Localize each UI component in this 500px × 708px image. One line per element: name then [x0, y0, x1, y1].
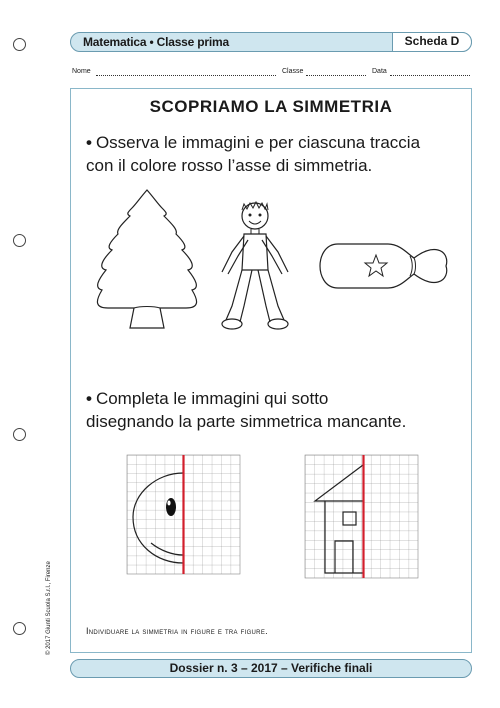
- tree-drawing: [92, 188, 202, 338]
- bullet-1: •: [86, 133, 92, 152]
- exercise-2-line-2: disegnando la parte simmetrica mancante.: [86, 412, 407, 431]
- student-fields: [72, 68, 470, 80]
- binder-hole-3: [13, 428, 26, 441]
- bullet-2: •: [86, 389, 92, 408]
- subject-label: Matematica • Classe prima: [83, 35, 229, 49]
- house-half-drawing: [305, 455, 418, 578]
- exercise-1-text: [86, 131, 420, 177]
- header-bar: [70, 32, 472, 52]
- bowling-pin-drawing: [318, 240, 448, 292]
- footer-bar: Dossier n. 3 – 2017 – Verifiche finali: [70, 659, 472, 678]
- copyright-notice: © 2017 Giunti Scuola S.r.l., Firenze: [46, 561, 52, 655]
- star-icon: [365, 255, 387, 276]
- name-label: Nome: [72, 68, 91, 75]
- exercise-1-line-1: Osserva le immagini e per ciascuna traccia: [95, 133, 421, 152]
- binder-hole-1: [13, 38, 26, 51]
- class-field[interactable]: [306, 75, 366, 76]
- binder-hole-2: [13, 234, 26, 247]
- exercise-2-line-1: Completa le immagini qui sotto: [95, 389, 329, 408]
- date-field[interactable]: [390, 75, 470, 76]
- class-label: Classe: [282, 68, 304, 75]
- binder-hole-4: [13, 622, 26, 635]
- date-label: Data: [372, 68, 387, 75]
- sheet-label: Scheda D: [392, 32, 472, 52]
- learning-objective: Individuare la simmetria in figure e tra figure.: [86, 626, 268, 636]
- name-field[interactable]: [96, 75, 276, 76]
- exercise-1-line-2: con il colore rosso l’asse di simmetria.: [86, 156, 373, 175]
- face-half-drawing: [127, 455, 240, 574]
- page-title: SCOPRIAMO LA SIMMETRIA: [149, 97, 393, 116]
- boy-drawing: [210, 200, 300, 336]
- exercise-2-text: [86, 387, 406, 433]
